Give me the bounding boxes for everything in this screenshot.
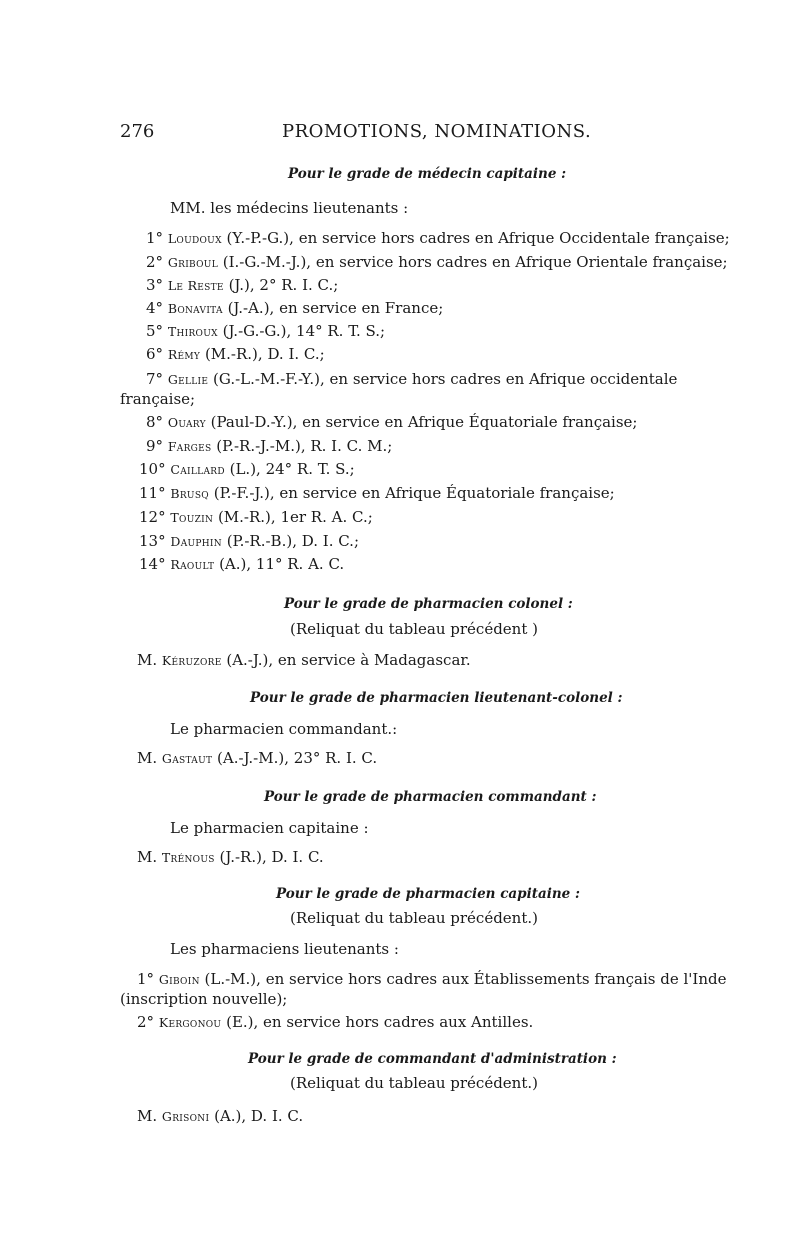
list-item: 12° Touzin (M.-R.), 1er R. A. C.; (139, 508, 373, 526)
section-heading-medecin-capitaine: Pour le grade de médecin capitaine : (288, 166, 567, 182)
section-intro: MM. les médecins lieutenants : (170, 199, 409, 217)
list-item: M. Grisoni (A.), D. I. C. (137, 1107, 304, 1125)
section-heading-pharmacien-commandant: Pour le grade de pharmacien commandant : (264, 789, 597, 805)
section-heading-pharmacien-colonel: Pour le grade de pharmacien colonel : (284, 596, 573, 612)
list-item: 2° Griboul (I.-G.-M.-J.), en service hors cadres en Afrique Orientale française; (146, 253, 728, 271)
section-intro: Le pharmacien capitaine : (170, 819, 369, 837)
list-item: 14° Raoult (A.), 11° R. A. C. (139, 555, 345, 573)
list-item: 11° Brusq (P.-F.-J.), en service en Afrique Équatoriale française; (139, 484, 615, 502)
list-item: M. Trénous (J.-R.), D. I. C. (137, 848, 324, 866)
list-item: 13° Dauphin (P.-R.-B.), D. I. C.; (139, 532, 359, 550)
list-item: 6° Rémy (M.-R.), D. I. C.; (146, 345, 325, 363)
section-heading-pharmacien-capitaine: Pour le grade de pharmacien capitaine : (276, 886, 580, 902)
list-item: 4° Bonavita (J.-A.), en service en France; (146, 299, 444, 317)
list-item-continuation: française; (120, 390, 196, 408)
list-item: 7° Gellie (G.-L.-M.-F.-Y.), en service hors cadres en Afrique occidentale (146, 370, 678, 388)
section-note: (Reliquat du tableau précédent ) (290, 620, 538, 638)
list-item: 1° Loudoux (Y.-P.-G.), en service hors cadres en Afrique Occidentale française; (146, 229, 730, 247)
list-item: 8° Ouary (Paul-D.-Y.), en service en Afrique Équatoriale française; (146, 413, 638, 431)
list-item-continuation: (inscription nouvelle); (120, 990, 288, 1008)
section-note: (Reliquat du tableau précédent.) (290, 1074, 538, 1092)
section-heading-pharmacien-lt-colonel: Pour le grade de pharmacien lieutenant-colonel : (250, 690, 623, 706)
section-note: (Reliquat du tableau précédent.) (290, 909, 538, 927)
running-title: PROMOTIONS, NOMINATIONS. (282, 121, 592, 142)
list-item: M. Gastaut (A.-J.-M.), 23° R. I. C. (137, 749, 378, 767)
section-intro: Les pharmaciens lieutenants : (170, 940, 399, 958)
section-heading-commandant-administration: Pour le grade de commandant d'administration : (248, 1051, 617, 1067)
list-item: 3° Le Reste (J.), 2° R. I. C.; (146, 276, 339, 294)
list-item: 5° Thiroux (J.-G.-G.), 14° R. T. S.; (146, 322, 386, 340)
list-item: 2° Kergonou (E.), en service hors cadres aux Antilles. (137, 1013, 534, 1031)
list-item: 9° Farges (P.-R.-J.-M.), R. I. C. M.; (146, 437, 393, 455)
list-item: M. Kéruzore (A.-J.), en service à Madagascar. (137, 651, 471, 669)
list-item: 1° Giboin (L.-M.), en service hors cadres aux Établissements français de l'Inde (137, 970, 727, 988)
page-number: 276 (120, 121, 155, 142)
section-intro: Le pharmacien commandant.: (170, 720, 398, 738)
list-item: 10° Caillard (L.), 24° R. T. S.; (139, 460, 355, 478)
